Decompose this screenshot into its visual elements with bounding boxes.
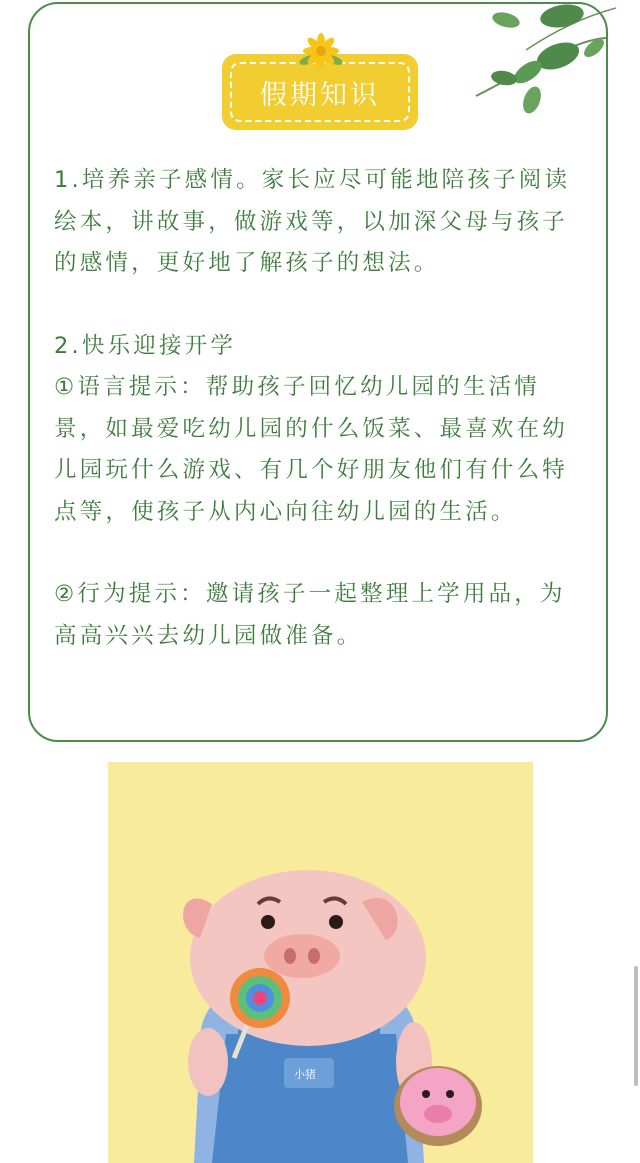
scrollbar-thumb[interactable] [634, 966, 638, 1086]
section-1-text: 1.培养亲子感情。家长应尽可能地陪孩子阅读绘本，讲故事，做游戏等，以加深父母与孩子的感情，更好地了解孩子的想法。 [54, 167, 571, 276]
pocket-label: 小猪 [294, 1068, 316, 1081]
section-2-behavior-tip: ②行为提示：邀请孩子一起整理上学用品，为高高兴兴去幼儿园做准备。 [54, 581, 566, 649]
card-content [54, 160, 588, 657]
pig-illustration [108, 762, 533, 1163]
yellow-flower-icon [298, 30, 344, 76]
pig-illustration-drawing [108, 762, 533, 1163]
leaf-branch-icon [466, 0, 616, 120]
section-2-heading: 2.快乐迎接开学 [54, 332, 237, 359]
badge-title: 假期知识 [230, 62, 410, 122]
section-2-language-tip: ①语言提示：帮助孩子回忆幼儿园的生活情景，如最爱吃幼儿园的什么饭菜、最喜欢在幼儿园玩什么游戏、有几个好朋友他们有什么特点等，使孩子从内心向往幼儿园的生活。 [54, 374, 569, 525]
